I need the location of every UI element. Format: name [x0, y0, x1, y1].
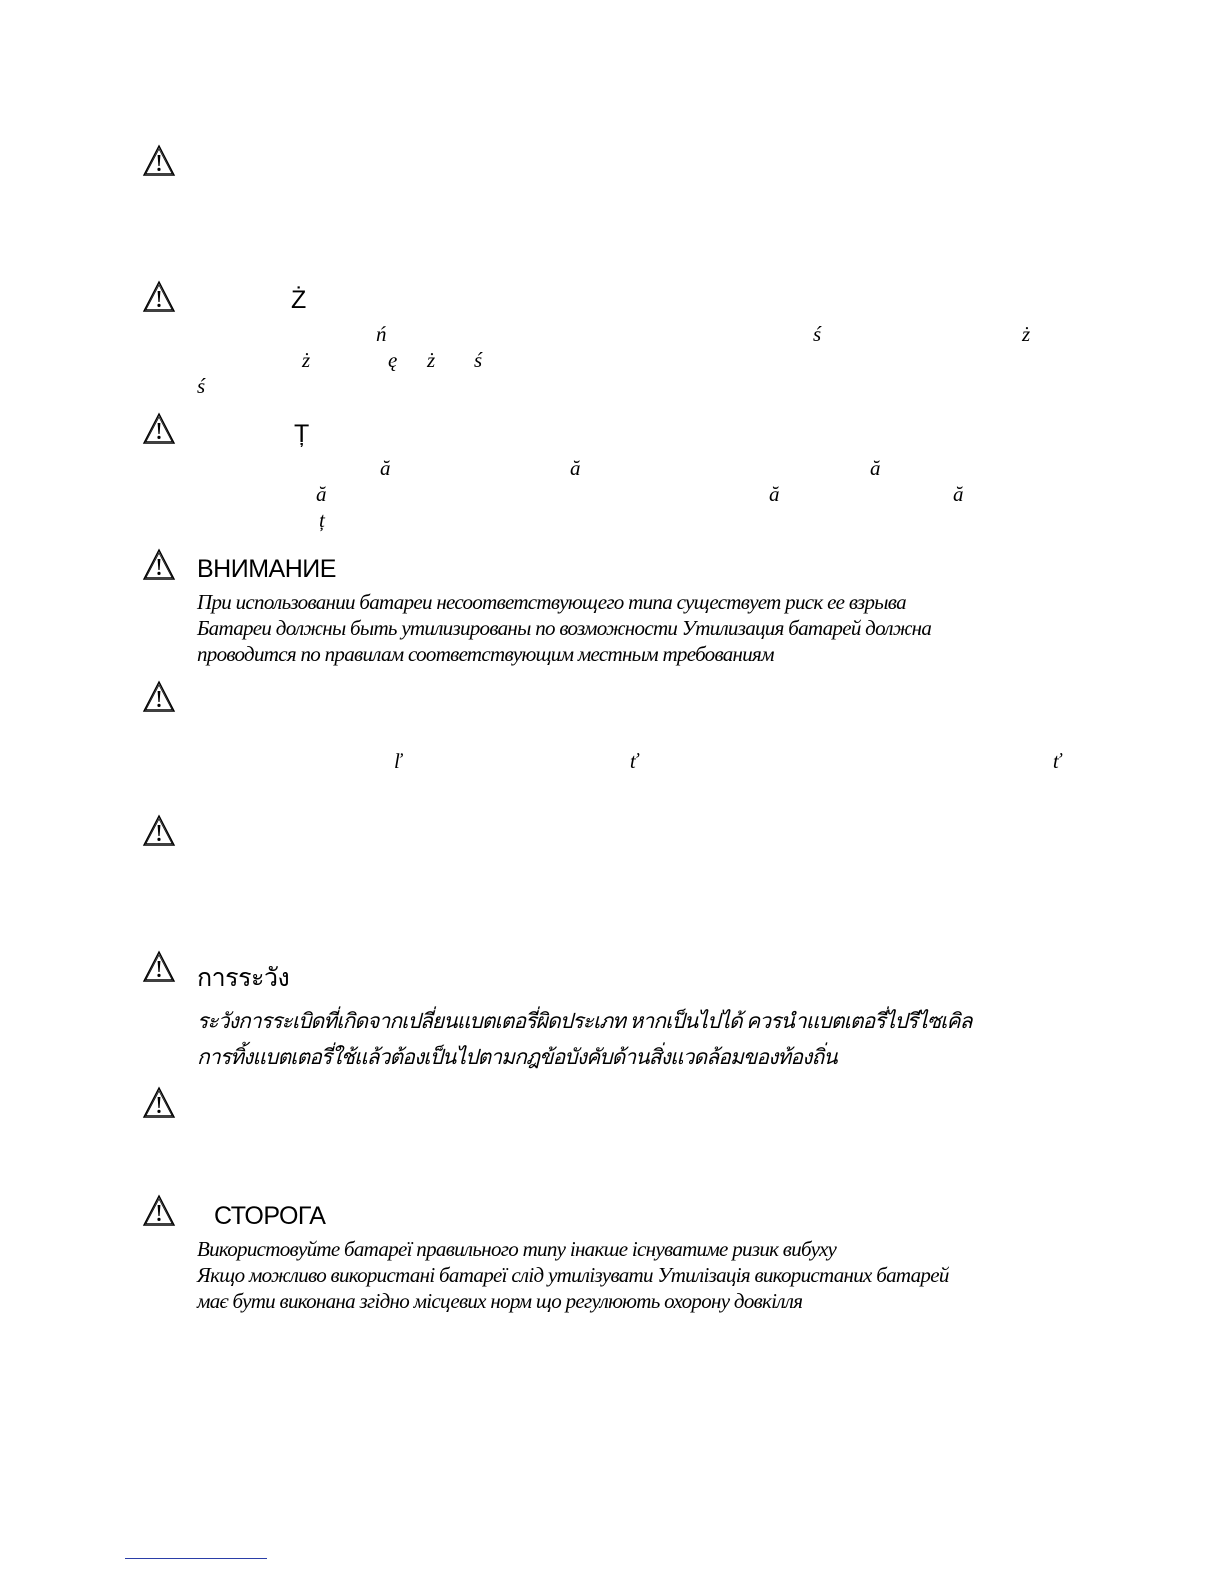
text-glyph: ń: [376, 322, 387, 346]
section-heading: СТОРОГА: [214, 1202, 326, 1230]
text-glyph: ż: [302, 348, 311, 372]
text-glyph: ă: [316, 482, 327, 506]
warning-triangle-icon: [142, 144, 176, 178]
text-glyph: ț: [319, 508, 325, 532]
body-line: Батареи должны быть утилизированы по возможности Утилизация батарей должна: [197, 616, 932, 640]
warning-triangle-icon: [142, 680, 176, 714]
text-glyph: ż: [1022, 322, 1031, 346]
section-heading: ВНИМАНИЕ: [197, 555, 336, 583]
warning-triangle-icon: [142, 814, 176, 848]
body-line: Якщо можливо використані батареї слід утилізувати Утилізація використаних батарей: [197, 1263, 949, 1287]
text-glyph: ż: [427, 348, 436, 372]
section-heading-glyph: Ż: [291, 286, 307, 314]
text-glyph: ť: [630, 749, 638, 773]
text-glyph: ă: [769, 482, 780, 506]
text-glyph: ę: [388, 348, 398, 372]
body-line: проводится по правилам соответствующим местным требованиям: [197, 642, 774, 666]
text-glyph: ś: [197, 374, 206, 398]
text-glyph: ľ: [394, 749, 402, 773]
warning-triangle-icon: [142, 548, 176, 582]
warning-triangle-icon: [142, 412, 176, 446]
body-line: має бути виконана згідно місцевих норм що регулюють охорону довкілля: [197, 1289, 803, 1313]
text-glyph: ť: [1053, 749, 1061, 773]
text-glyph: ă: [380, 456, 391, 480]
footer-rule: [125, 1558, 267, 1559]
warning-triangle-icon: [142, 280, 176, 314]
body-line: Використовуйте батареї правильного типу інакше існуватиме ризик вибуху: [197, 1237, 837, 1261]
section-heading-glyph: Ț: [294, 420, 310, 448]
warning-triangle-icon: [142, 1086, 176, 1120]
text-glyph: ă: [953, 482, 964, 506]
text-glyph: ś: [813, 322, 822, 346]
section-heading: การระวัง: [197, 964, 290, 992]
text-glyph: ś: [474, 348, 483, 372]
text-glyph: ă: [570, 456, 581, 480]
warning-triangle-icon: [142, 1194, 176, 1228]
text-glyph: ă: [870, 456, 881, 480]
body-line: การทิ้งแบตเตอรี่ใช้แล้วต้องเป็นไปตามกฎข้อบังคับด้านสิ่งแวดล้อมของท้องถิ่น: [197, 1045, 837, 1069]
body-line: ระวังการระเบิดที่เกิดจากเปลี่ยนแบตเตอรี่ผิดประเภท หากเป็นไปได้ ควรนำแบตเตอรี่ไปรีไซเคิล: [197, 1009, 972, 1033]
warning-triangle-icon: [142, 950, 176, 984]
body-line: При использовании батареи несоответствующего типа существует риск ее взрыва: [197, 590, 906, 614]
